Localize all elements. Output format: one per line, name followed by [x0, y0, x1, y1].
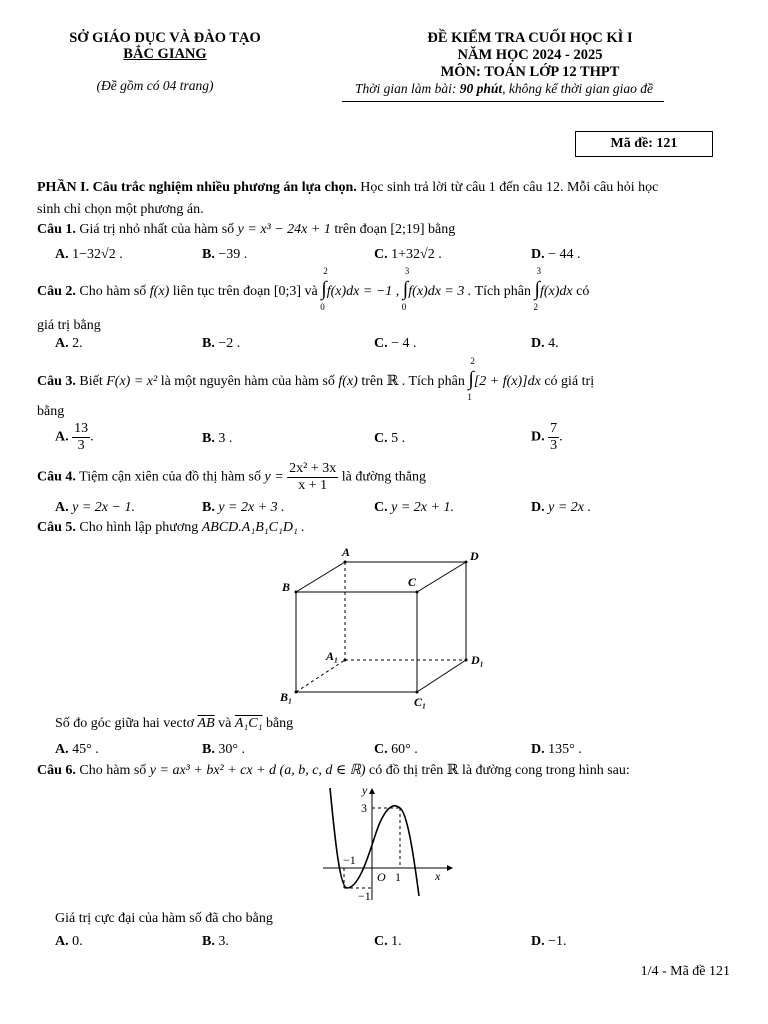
q3-text-c: trên ℝ . Tích phân — [357, 374, 469, 389]
time-prefix: Thời gian làm bài: — [355, 81, 460, 96]
exam-title: ĐỀ KIỂM TRA CUỐI HỌC KÌ I — [427, 30, 633, 46]
option-value: 2. — [72, 336, 83, 351]
q2-fx: f(x) — [149, 284, 170, 299]
q2-integral-2: 3 ∫ 0 — [401, 266, 410, 312]
option-letter: B. — [202, 500, 215, 515]
label-A1: A₁ — [326, 649, 339, 663]
vertex-C — [416, 591, 419, 594]
q5-question-c: bằng — [262, 716, 294, 731]
option-value: 1+32√2 . — [391, 247, 442, 262]
q1-stem — [37, 222, 455, 238]
label-D1: D₁ — [471, 653, 484, 667]
option-letter: C. — [374, 742, 388, 757]
q4-label: Câu 4. — [37, 469, 76, 485]
option-value: − 4 . — [391, 336, 417, 351]
option-letter: C. — [374, 500, 388, 515]
fraction — [548, 421, 559, 454]
option-letter: C. — [374, 934, 388, 949]
q3-fx: f(x) — [338, 374, 358, 389]
graph-tick-neg1-y: −1 — [358, 889, 371, 903]
edge-CD — [417, 562, 466, 592]
q2-option-d — [531, 336, 559, 352]
part1-instruction-cont: sinh chỉ chọn một phương án. — [37, 202, 204, 217]
option-letter: D. — [531, 934, 545, 949]
label-D: D — [470, 549, 479, 563]
q2-interval: [0;3] — [273, 284, 302, 299]
option-letter: A. — [55, 742, 69, 757]
q1-option-b — [202, 247, 247, 263]
option-value: 4. — [548, 336, 559, 351]
denominator: x + 1 — [298, 478, 328, 493]
graph-origin-label: O — [377, 870, 386, 884]
q5-vector-2: A₁C₁ — [234, 716, 263, 731]
option-value: 60° . — [391, 742, 418, 757]
option-letter: A. — [55, 934, 69, 949]
option-value: 1. — [391, 934, 402, 949]
numerator: 2x² + 3x — [289, 461, 337, 476]
q2-option-c — [374, 336, 417, 352]
option-letter: C. — [374, 336, 388, 351]
graph-tick-1: 1 — [395, 870, 401, 884]
q6-question: Giá trị cực đại của hàm số đã cho bằng — [55, 911, 273, 926]
option-value: y = 2x + 1. — [391, 500, 454, 515]
page-footer: 1/4 - Mã đề 121 — [640, 964, 730, 979]
q2-integral-3-body: f(x)dx — [539, 284, 573, 299]
denominator: 3 — [77, 438, 85, 453]
q3-option-c — [374, 431, 405, 447]
edge-B1A1 — [296, 660, 345, 692]
q6-text-a: Cho hàm số — [75, 763, 150, 778]
q6-stem — [37, 762, 630, 779]
q5-text-a: Cho hình lập phương — [75, 520, 202, 535]
option-letter: D. — [531, 247, 545, 262]
q2-option-b — [202, 336, 240, 352]
q3-stem-cont: bằng — [37, 404, 65, 419]
option-letter: A. — [55, 500, 69, 515]
school-year: NĂM HỌC 2024 - 2025 — [457, 47, 603, 63]
q4-text-b: là đường thẳng — [338, 469, 426, 485]
option-value: − 44 . — [548, 247, 581, 262]
q6-option-c — [374, 934, 402, 950]
option-letter: A. — [55, 336, 69, 351]
exam-code-box: Mã đề: 121 — [575, 131, 713, 157]
q2-integral-1-body: f(x)dx = −1 , — [326, 284, 400, 299]
edge-C1D1 — [417, 660, 466, 692]
q3-integral-body: [2 + f(x)]dx — [473, 374, 541, 389]
q6-option-b — [202, 934, 229, 950]
vertex-A1 — [344, 659, 347, 662]
option-value: 5 . — [391, 431, 406, 446]
label-B: B — [282, 580, 291, 594]
option-letter: B. — [202, 336, 215, 351]
graph-tick-3: 3 — [361, 801, 367, 815]
vertex-A — [344, 561, 347, 564]
q6-function: y = ax³ + bx² + cx + d (a, b, c, d ∈ ℝ) — [149, 763, 366, 778]
q1-label: Câu 1. — [37, 222, 76, 237]
part1-title: PHẦN I. Câu trắc nghiệm nhiều phương án lựa chọn. — [37, 180, 357, 195]
numerator: 13 — [74, 421, 89, 436]
option-letter: D. — [531, 336, 545, 351]
q5-option-b — [202, 742, 245, 758]
q3-Fx: F(x) = x² — [106, 374, 158, 389]
q1-interval: [2;19] — [390, 222, 425, 237]
q6-option-d — [531, 934, 567, 950]
q4-option-c — [374, 500, 454, 516]
vertex-D — [465, 561, 468, 564]
q5-vector-1: $\overline{AB}$ — [197, 716, 215, 731]
q3-option-a: A. $\frac{13}{3}$ . — [55, 421, 94, 453]
option-value: 1−32√2 . — [72, 247, 123, 262]
q2-stem-cont: giá trị bằng — [37, 318, 101, 333]
option-value: y = 2x + 3 . — [218, 500, 285, 515]
q2-text-e: có — [572, 284, 590, 299]
edge-BA — [296, 562, 345, 592]
numerator: 7 — [550, 421, 558, 436]
option-letter: B. — [202, 247, 215, 262]
page-count-note: (Đề gồm có 04 trang) — [96, 78, 214, 93]
option-value: 45° . — [72, 742, 99, 757]
graph-x-label: x — [435, 869, 441, 883]
option-value: y = 2x . — [548, 500, 591, 515]
q3-option-b — [202, 431, 232, 447]
q2-text-b: liên tục trên đoạn — [169, 284, 274, 299]
cube-figure — [270, 540, 500, 710]
limit-bottom: 0 — [320, 302, 325, 312]
label-C1: C₁ — [414, 695, 427, 709]
q3-text-d: có giá trị — [540, 374, 595, 389]
q5-question-b: và — [214, 716, 235, 731]
graph-y-label: y — [362, 783, 368, 797]
limit-top: 2 — [470, 356, 475, 366]
limit-top: 3 — [404, 266, 410, 276]
q3-integral: 2 ∫ 1 — [467, 356, 475, 402]
time-suffix: , không kể thời gian giao đề — [502, 81, 653, 96]
q4-stem — [37, 461, 426, 494]
q3-option-d: D. $\frac{7}{3}$ . — [531, 421, 563, 453]
limit-top: 3 — [536, 266, 541, 276]
q4-y-eq: y = — [264, 469, 284, 485]
q4-option-d — [531, 500, 591, 516]
vertex-C1 — [416, 691, 419, 694]
option-value: −2 . — [218, 336, 241, 351]
q5-option-d — [531, 742, 582, 758]
q2-integral-1: 2 ∫ 0 — [320, 266, 328, 312]
option-letter: B. — [202, 742, 215, 757]
q2-text-c: và — [301, 284, 322, 299]
label-B1: B₁ — [280, 690, 293, 704]
label-A: A — [342, 545, 351, 559]
option-value: 3. — [218, 934, 229, 949]
q5-question — [55, 716, 293, 732]
limit-top: 2 — [323, 266, 328, 276]
limit-bottom: 0 — [401, 302, 407, 312]
limit-bottom: 1 — [467, 392, 472, 402]
q1-text-a: Giá trị nhỏ nhất của hàm số — [75, 222, 238, 237]
option-letter: A. — [55, 429, 69, 445]
header-rule — [342, 101, 664, 102]
label-C: C — [408, 575, 417, 589]
vertex-B — [295, 591, 298, 594]
q5-option-a — [55, 742, 99, 758]
option-letter: C. — [374, 431, 388, 446]
q4-option-b — [202, 500, 285, 516]
q5-stem — [37, 520, 305, 536]
q5-option-c — [374, 742, 418, 758]
q1-text-b: trên đoạn — [330, 222, 391, 237]
part1-heading — [37, 180, 658, 196]
q2-text-d: Tích phân — [471, 284, 535, 299]
y-axis-arrow — [369, 788, 375, 794]
q6-text-b: có đồ thị trên ℝ là đường cong trong hình sau: — [365, 763, 630, 778]
q3-stem — [37, 356, 595, 402]
q3-label: Câu 3. — [37, 374, 76, 389]
q2-integral-3: 3 ∫ 2 — [533, 266, 541, 312]
q2-option-a — [55, 336, 83, 352]
option-value: y = 2x − 1. — [72, 500, 135, 515]
time-note — [330, 81, 678, 97]
q3-text-b: là một nguyên hàm của hàm số — [157, 374, 339, 389]
q2-text-a: Cho hàm số — [75, 284, 150, 299]
option-value: −39 . — [218, 247, 248, 262]
cubic-graph — [315, 780, 455, 910]
q1-option-a — [55, 247, 123, 263]
option-value: −1. — [548, 934, 567, 949]
vertex-D1 — [465, 659, 468, 662]
q1-option-d — [531, 247, 581, 263]
option-value: 3 . — [218, 431, 233, 446]
q2-label: Câu 2. — [37, 284, 76, 299]
province-name: BẮC GIANG — [123, 46, 207, 62]
q6-option-a — [55, 934, 83, 950]
q1-text-c: bằng — [424, 222, 456, 237]
q5-question-a: Số đo góc giữa hai vectơ — [55, 716, 198, 731]
fraction — [72, 421, 90, 454]
x-axis-arrow — [447, 865, 453, 871]
q2-stem — [37, 266, 590, 312]
department-name: SỞ GIÁO DỤC VÀ ĐÀO TẠO — [69, 30, 261, 46]
q2-integral-2-body: f(x)dx = 3 . — [408, 284, 472, 299]
q4-option-a — [55, 500, 135, 516]
option-value: 135° . — [548, 742, 582, 757]
part1-instruction: Học sinh trả lời từ câu 1 đến câu 12. Mỗi câu hỏi học — [356, 180, 659, 195]
q6-label: Câu 6. — [37, 763, 76, 778]
cubic-curve — [330, 788, 419, 896]
option-value: 30° . — [218, 742, 245, 757]
subject: MÔN: TOÁN LỚP 12 THPT — [440, 64, 620, 80]
q4-text-a: Tiệm cận xiên của đồ thị hàm số — [75, 469, 265, 485]
option-letter: B. — [202, 934, 215, 949]
limit-bottom: 2 — [533, 302, 538, 312]
option-letter: C. — [374, 247, 388, 262]
q4-fraction — [287, 461, 338, 494]
graph-tick-neg1-x: −1 — [343, 853, 356, 867]
time-duration: 90 phút — [459, 81, 503, 96]
option-letter: D. — [531, 500, 545, 515]
option-letter: B. — [202, 431, 215, 446]
q1-option-c — [374, 247, 442, 263]
q1-function: y = x³ − 24x + 1 — [237, 222, 331, 237]
denominator: 3 — [550, 438, 558, 453]
option-letter: A. — [55, 247, 69, 262]
option-letter: D. — [531, 742, 545, 757]
option-letter: D. — [531, 429, 545, 445]
q3-text-a: Biết — [75, 374, 107, 389]
vertex-B1 — [295, 691, 298, 694]
q5-label: Câu 5. — [37, 520, 76, 535]
q5-cube-name: ABCD.A₁B₁C₁D₁ . — [201, 520, 305, 535]
option-value: 0. — [72, 934, 83, 949]
